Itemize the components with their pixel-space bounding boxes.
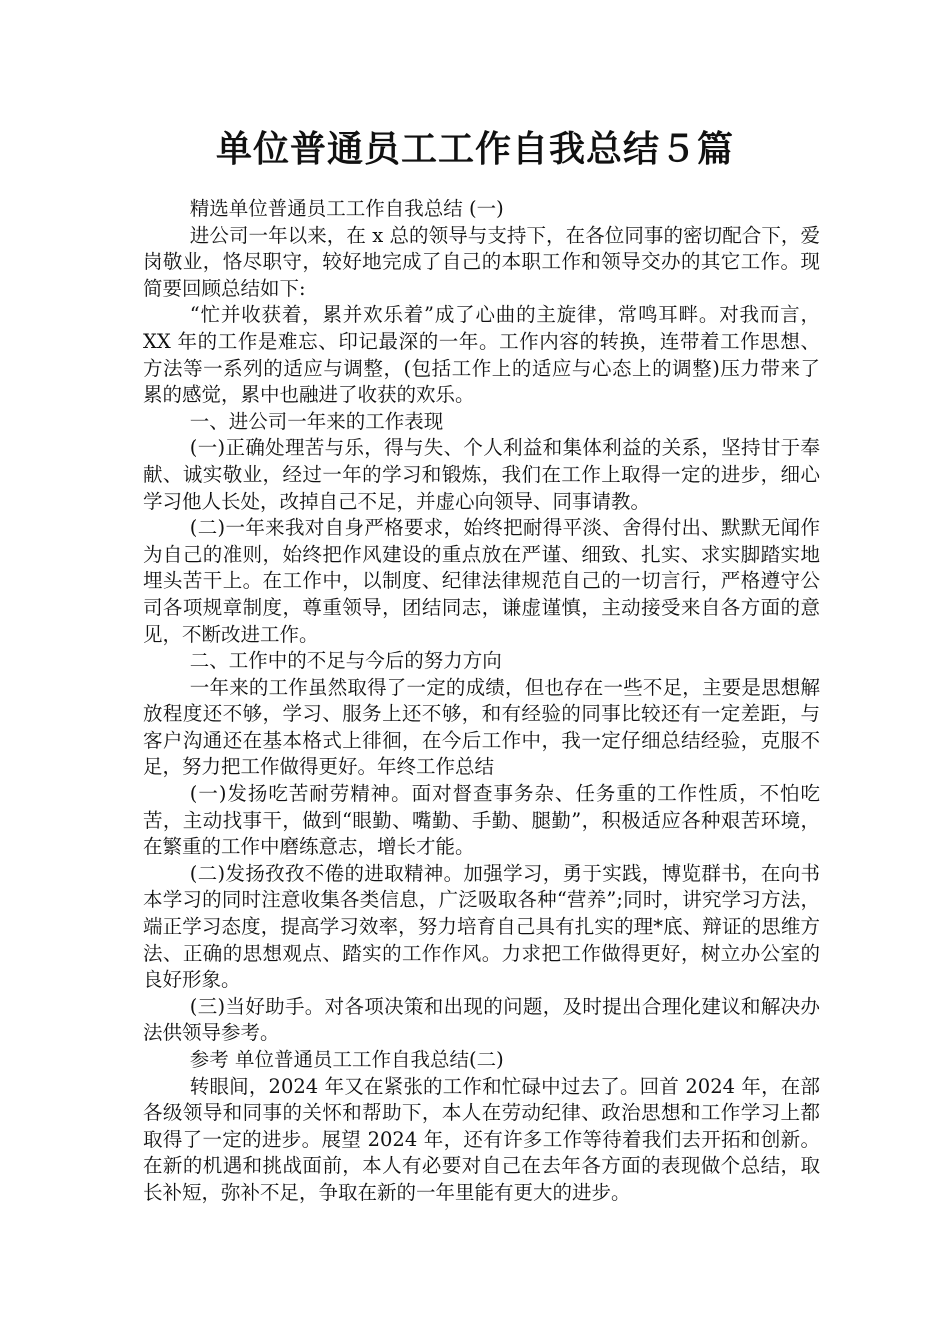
intro-paragraph: 进公司一年以来，在 x 总的领导与支持下，在各位同事的密切配合下，爱岗敬业，恪尽职守，较好地完成了自己的本职工作和领导交办的其它工作。现简要回顾总结如下: <box>143 223 820 300</box>
document-body <box>143 196 820 1207</box>
performance-item-one: (一)正确处理苦与乐，得与失、个人利益和集体利益的关系，坚持甘于奉献、诚实敬业，经过一年的学习和锻炼，我们在工作上取得一定的进步，细心学习他人长处，改掉自己不足，并虚心向领导、同事请教。 <box>143 436 820 513</box>
subheading-performance: 一、进公司一年来的工作表现 <box>189 409 444 433</box>
section-heading-one: 精选单位普通员工工作自我总结 (一) <box>189 197 504 220</box>
subheading-shortcomings: 二、工作中的不足与今后的努力方向 <box>189 649 502 673</box>
section-heading-two: 参考 单位普通员工工作自我总结(二) <box>189 1048 504 1071</box>
reflection-paragraph: “忙并收获着，累并欢乐着”成了心曲的主旋律，常鸣耳畔。对我而言，XX 年的工作是难忘、印记最深的一年。工作内容的转换，连带着工作思想、方法等一系列的适应与调整，(包括工作上的适应与心态上的调整)压力带来了累的感觉，累中也融进了收获的欢乐。 <box>143 303 820 407</box>
document-title: 单位普通员工工作自我总结５篇 <box>215 129 734 170</box>
performance-item-two: (二)一年来我对自身严格要求，始终把耐得平淡、舍得付出、默默无闻作为自己的准则，始终把作风建设的重点放在严谨、细致、扎实、求实脚踏实地埋头苦干上。在工作中，以制度、纪律法律规范自己的一切言行，严格遵守公司各项规章制度，尊重领导，团结同志，谦虚谨慎，主动接受来自各方面的意见，不断改进工作。 <box>143 516 820 646</box>
direction-item-two: (二)发扬孜孜不倦的进取精神。加强学习，勇于实践，博览群书，在向书本学习的同时注意收集各类信息，广泛吸取各种“营养”;同时，讲究学习方法，端正学习态度，提高学习效率，努力培育自己具有扎实的理*底、辩证的思维方法、正确的思想观点、踏实的工作作风。力求把工作做得更好，树立办公室的良好形象。 <box>143 861 820 992</box>
shortcomings-paragraph: 一年来的工作虽然取得了一定的成绩，但也存在一些不足，主要是思想解放程度还不够，学习、服务上还不够，和有经验的同事比较还有一定差距，与客户沟通还在基本格式上徘徊，在今后工作中，我一定仔细总结经验，克服不足，努力把工作做得更好。年终工作总结 <box>143 675 820 779</box>
section-two-paragraph: 转眼间，2024 年又在紧张的工作和忙碌中过去了。回首 2024 年，在部各级领导和同事的关怀和帮助下，本人在劳动纪律、政治思想和工作学习上都取得了一定的进步。展望 2024 年，还有许多工作等待着我们去开拓和创新。在新的机遇和挑战面前，本人有必要对自己在去年各方面的表现做个总结，取长补短，弥补不足，争取在新的一年里能有更大的进步。 <box>143 1074 820 1204</box>
direction-item-three: (三)当好助手。对各项决策和出现的问题，及时提出合理化建议和解决办法供领导参考。 <box>143 994 820 1045</box>
direction-item-one: (一)发扬吃苦耐劳精神。面对督查事务杂、任务重的工作性质，不怕吃苦，主动找事干，做到“眼勤、嘴勤、手勤、腿勤”，积极适应各种艰苦环境，在繁重的工作中磨练意志，增长才能。 <box>143 782 820 859</box>
